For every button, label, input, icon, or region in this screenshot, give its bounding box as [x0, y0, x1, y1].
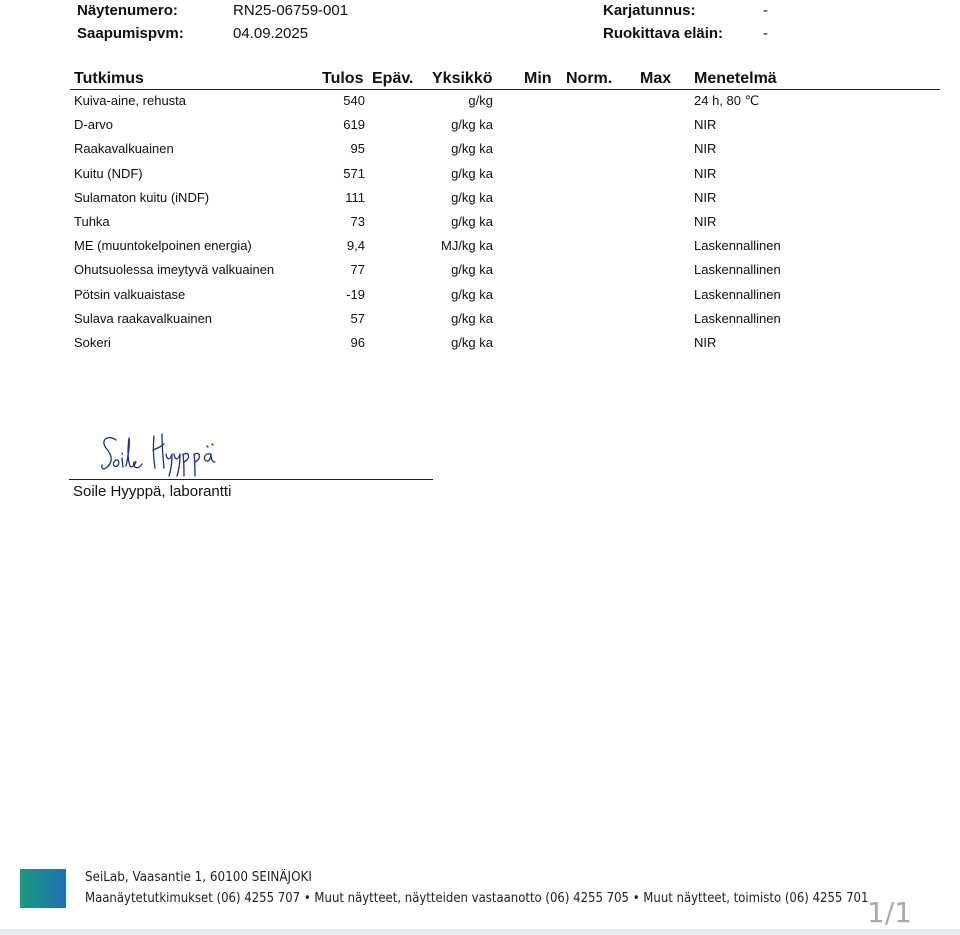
row-test-name: ME (muuntokelpoinen energia) — [74, 238, 252, 254]
herd-id-label: Karjatunnus: — [603, 2, 696, 19]
table-row — [0, 211, 960, 235]
col-header-min: Min — [524, 70, 552, 87]
table-row — [0, 114, 960, 138]
footer-contacts: Maanäytetutkimukset (06) 4255 707 • Muut näytteet, näytteiden vastaanotto (06) 4255 705 • Muut näytteet, toimisto (06) 4255 701 — [85, 891, 869, 906]
seilab-logo — [20, 869, 66, 908]
row-method: Laskennallinen — [694, 262, 781, 278]
row-method: Laskennallinen — [694, 286, 781, 302]
table-row — [0, 163, 960, 187]
handwritten-signature — [98, 428, 228, 478]
row-test-name: Tuhka — [74, 213, 110, 229]
table-row — [0, 138, 960, 162]
row-result: 540 — [343, 93, 365, 108]
row-method: NIR — [694, 141, 717, 157]
row-result: 96 — [350, 334, 365, 350]
row-method: Laskennallinen — [694, 310, 781, 326]
row-result: 73 — [350, 213, 365, 229]
fed-animal-value: - — [763, 25, 768, 42]
row-test-name: Sulamaton kuitu (iNDF) — [74, 189, 210, 205]
signature-line — [69, 479, 433, 480]
row-result: 57 — [350, 310, 365, 326]
row-unit: g/kg ka — [451, 213, 493, 229]
table-row — [0, 284, 960, 308]
row-test-name: Kuitu (NDF) — [74, 165, 143, 181]
arrival-date-value: 04.09.2025 — [233, 25, 309, 42]
row-result: -19 — [346, 286, 365, 302]
row-unit: g/kg ka — [451, 165, 493, 181]
row-method: NIR — [694, 165, 717, 181]
row-result: 9,4 — [346, 238, 365, 254]
table-row — [0, 259, 960, 283]
row-unit: g/kg ka — [451, 262, 493, 278]
row-method: NIR — [694, 117, 717, 133]
row-result: 571 — [343, 165, 365, 181]
row-unit: g/kg ka — [451, 334, 493, 350]
row-unit: g/kg — [468, 93, 493, 108]
footer-address: SeiLab, Vaasantie 1, 60100 SEINÄJOKI — [85, 870, 312, 885]
col-header-norm: Norm. — [566, 70, 613, 87]
col-header-uncertainty: Epäv. — [372, 70, 414, 87]
row-method: NIR — [694, 189, 717, 205]
row-method: Laskennallinen — [694, 238, 781, 254]
row-unit: MJ/kg ka — [440, 238, 493, 254]
results-table-body — [0, 90, 960, 356]
row-test-name: D-arvo — [74, 117, 114, 133]
row-unit: g/kg ka — [451, 286, 493, 302]
bottom-strip — [0, 929, 960, 935]
row-test-name: Raakavalkuainen — [74, 141, 174, 157]
row-method: NIR — [694, 213, 717, 229]
arrival-date-label: Saapumispvm: — [77, 25, 184, 42]
row-unit: g/kg ka — [451, 117, 493, 133]
table-row — [0, 332, 960, 356]
row-method: NIR — [694, 334, 717, 350]
sample-number-label: Näytenumero: — [77, 2, 178, 19]
col-header-method: Menetelmä — [694, 70, 777, 87]
col-header-max: Max — [640, 70, 672, 87]
row-result: 619 — [343, 117, 365, 133]
table-row — [0, 308, 960, 332]
col-header-result: Tulos — [322, 70, 364, 87]
row-unit: g/kg ka — [451, 141, 493, 157]
fed-animal-label: Ruokittava eläin: — [603, 25, 724, 42]
row-result: 111 — [345, 189, 365, 205]
herd-id-value: - — [763, 2, 768, 19]
sample-number-value: RN25-06759-001 — [233, 2, 349, 19]
row-unit: g/kg ka — [451, 310, 493, 326]
row-test-name: Sulava raakavalkuainen — [74, 310, 213, 326]
signatory-name: Soile Hyyppä, laborantti — [73, 483, 232, 500]
row-test-name: Ohutsuolessa imeytyvä valkuainen — [74, 262, 275, 278]
table-row — [0, 90, 960, 114]
row-test-name: Pötsin valkuaistase — [74, 286, 186, 302]
row-method: 24 h, 80 ℃ — [694, 93, 760, 108]
col-header-unit: Yksikkö — [432, 70, 493, 87]
row-result: 95 — [350, 141, 365, 157]
row-result: 77 — [350, 262, 365, 278]
row-unit: g/kg ka — [451, 189, 493, 205]
row-test-name: Kuiva-aine, rehusta — [74, 93, 187, 108]
page-number: 1/1 — [867, 896, 913, 929]
table-row — [0, 187, 960, 211]
table-row — [0, 235, 960, 259]
row-test-name: Sokeri — [74, 334, 111, 350]
col-header-test: Tutkimus — [74, 70, 144, 87]
